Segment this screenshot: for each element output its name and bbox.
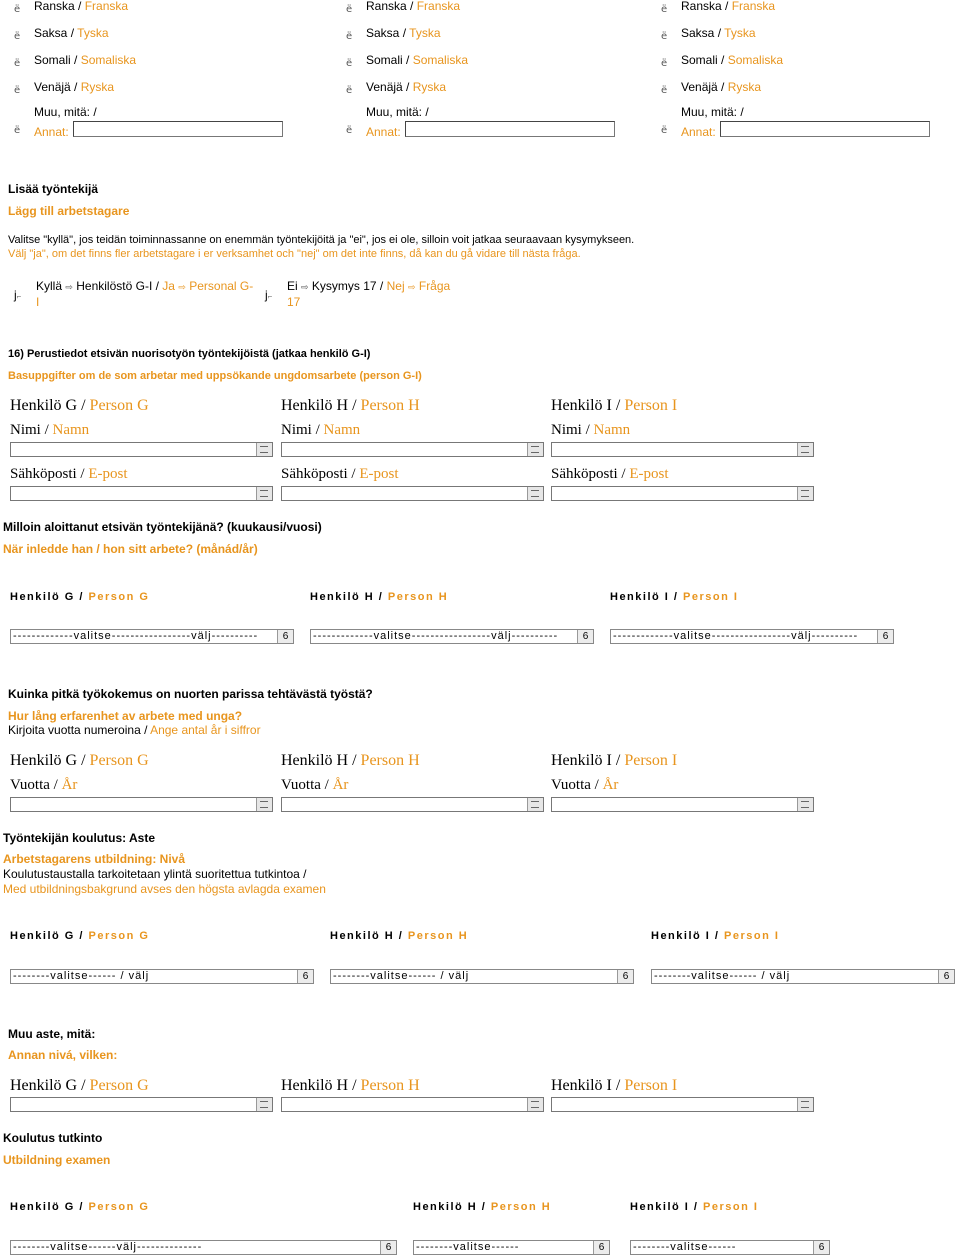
years-label-fi: Vuotta /	[281, 777, 329, 793]
language-option-label	[366, 0, 460, 13]
years-label	[551, 777, 618, 794]
radio-button[interactable]: ë	[14, 85, 21, 96]
dropdown-arrow-icon[interactable]: 6	[813, 1241, 829, 1254]
name-label-sv: Namn	[323, 422, 361, 438]
separator: /	[74, 0, 85, 13]
add-worker-instruction: Valitse "kyllä", jos teidän toiminnassanne on enemmän työntekijöitä ja "ei", jos ei ole, silloin voit jatkaa seuraavaan kysymykseen.	[8, 234, 635, 246]
person-heading-fi: Henkilö I /	[551, 752, 621, 769]
years-input[interactable]	[10, 797, 273, 812]
dropdown-value: --------valitse------	[416, 1241, 520, 1253]
email-label-fi: Sähköposti /	[281, 466, 356, 482]
radio-button[interactable]: ë	[346, 4, 353, 15]
email-label-sv: E-post	[88, 466, 128, 482]
language-name-sv: Franska	[84, 0, 129, 13]
radio-icon: j	[265, 288, 268, 302]
other-language-input[interactable]	[720, 121, 930, 137]
education-level-select[interactable]	[330, 969, 634, 984]
person-heading-fi: Henkilö H /	[310, 591, 384, 603]
language-name-sv: Franska	[416, 0, 461, 13]
person-heading-fi: Henkilö G /	[10, 1077, 86, 1094]
person-heading	[551, 752, 677, 770]
spinner-control[interactable]	[527, 798, 543, 811]
person-heading	[551, 397, 677, 415]
arrow-icon: ⇨	[301, 282, 309, 292]
person-heading	[10, 1201, 149, 1213]
person-heading	[10, 1077, 149, 1095]
education-level-select[interactable]	[651, 969, 955, 984]
radio-button[interactable]: ë	[661, 31, 668, 42]
no-radio[interactable]: j⌐	[265, 288, 273, 302]
spinner-control[interactable]	[797, 1098, 813, 1111]
dropdown-arrow-icon[interactable]: 6	[380, 1241, 396, 1254]
language-option-label	[34, 0, 128, 13]
email-label	[551, 466, 669, 483]
other-level-input[interactable]	[551, 1097, 814, 1112]
separator: /	[717, 80, 728, 94]
language-option-label	[366, 53, 468, 67]
email-input[interactable]	[551, 486, 814, 501]
name-label	[551, 422, 630, 439]
person-heading-fi: Henkilö H /	[281, 397, 357, 414]
name-label-fi: Nimi /	[281, 422, 320, 438]
email-label	[281, 466, 399, 483]
dropdown-value: --------valitse------ / välj	[333, 970, 470, 982]
person-heading-sv: Person I	[624, 1077, 678, 1094]
language-name-fi: Ranska	[366, 0, 407, 13]
dropdown-value: -------------valitse-----------------välj----------	[613, 630, 859, 642]
name-label-sv: Namn	[52, 422, 90, 438]
arrow-icon: ⇨	[65, 282, 73, 292]
other-level-input[interactable]	[10, 1097, 273, 1112]
radio-button[interactable]: ë	[14, 58, 21, 69]
email-label-sv: E-post	[629, 466, 669, 482]
separator: /	[67, 26, 78, 40]
person-heading-fi: Henkilö G /	[10, 752, 86, 769]
language-option-label	[681, 26, 756, 40]
other-language-input[interactable]	[73, 121, 283, 137]
separator: /	[717, 53, 728, 67]
person-heading	[281, 1077, 420, 1095]
language-option-label	[681, 53, 783, 67]
arrow-icon: ⇨	[407, 282, 416, 292]
person-heading-sv: Person I	[624, 752, 678, 769]
dropdown-value: -------------valitse-----------------välj----------	[313, 630, 559, 642]
other-level-title-sv: Annan nivá, vilken:	[8, 1048, 118, 1062]
name-label	[281, 422, 360, 439]
dropdown-value: --------valitse------ / välj	[13, 970, 150, 982]
spinner-control[interactable]	[797, 798, 813, 811]
q16-title-sv: Basuppgifter om de som arbetar med uppsökande ungdomsarbete (person G-I)	[8, 370, 422, 382]
person-heading-fi: Henkilö H /	[281, 1077, 357, 1094]
person-heading-fi: Henkilö G /	[10, 930, 84, 942]
language-name-fi: Venäjä	[34, 80, 71, 94]
language-name-sv: Somaliska	[727, 53, 784, 67]
language-name-fi: Venäjä	[366, 80, 403, 94]
years-input[interactable]	[281, 797, 544, 812]
person-heading-sv: Person G	[88, 1201, 150, 1213]
dropdown-arrow-icon[interactable]: 6	[577, 630, 593, 643]
person-heading-sv: Person H	[360, 1077, 420, 1094]
q16-title: 16) Perustiedot etsivän nuorisotyön työntekijöistä (jatkaa henkilö G-I)	[8, 348, 371, 360]
add-worker-title: Lisää työntekijä	[8, 182, 99, 196]
person-heading-fi: Henkilö H /	[330, 930, 404, 942]
language-name-sv: Ryska	[727, 80, 762, 94]
person-heading-fi: Henkilö H /	[413, 1201, 487, 1213]
person-heading	[610, 591, 738, 603]
email-label-fi: Sähköposti /	[10, 466, 85, 482]
language-option-label	[366, 80, 446, 94]
email-input[interactable]	[281, 486, 544, 501]
degree-select[interactable]	[413, 1240, 610, 1255]
other-language-input[interactable]	[405, 121, 615, 137]
start-date-select[interactable]	[310, 629, 594, 644]
start-title: Milloin aloittanut etsivän työntekijänä? (kuukausi/vuosi)	[3, 520, 322, 534]
person-heading-sv: Person I	[703, 1201, 759, 1213]
person-heading	[281, 752, 420, 770]
person-heading	[310, 591, 448, 603]
degree-title: Koulutus tutkinto	[3, 1131, 103, 1145]
language-name-fi: Saksa	[34, 26, 68, 40]
person-heading-sv: Person I	[683, 591, 739, 603]
years-label	[10, 777, 77, 794]
name-label	[10, 422, 89, 439]
other-language-label-sv: Annat:	[681, 125, 716, 139]
person-heading-fi: Henkilö G /	[10, 397, 86, 414]
radio-button[interactable]: ë	[661, 58, 668, 69]
name-label-sv: Namn	[593, 422, 631, 438]
spinner-control[interactable]	[527, 1098, 543, 1111]
person-heading-sv: Person H	[387, 591, 449, 603]
language-option-label	[34, 80, 114, 94]
radio-button[interactable]: ë	[14, 31, 21, 42]
degree-title-sv: Utbildning examen	[3, 1153, 111, 1167]
language-name-sv: Somaliska	[80, 53, 137, 67]
email-label	[10, 466, 128, 483]
dropdown-arrow-icon[interactable]: 6	[877, 630, 893, 643]
years-label-sv: År	[332, 777, 349, 793]
language-name-fi: Somali	[366, 53, 403, 67]
person-heading	[10, 397, 149, 415]
language-name-sv: Franska	[731, 0, 776, 13]
radio-icon: j	[14, 288, 17, 302]
spinner-control[interactable]	[256, 798, 272, 811]
education-hint-sv: Med utbildningsbakgrund avses den högsta avlagda examen	[3, 882, 326, 896]
email-label-fi: Sähköposti /	[551, 466, 626, 482]
separator: /	[399, 26, 410, 40]
add-worker-instruction-sv: Välj "ja", om det finns fler arbetstagare i er verksamhet och "nej" om det inte finns, då kan du gå vidare till nästa fråga.	[8, 248, 581, 260]
language-name-fi: Saksa	[681, 26, 715, 40]
years-label-fi: Vuotta /	[10, 777, 58, 793]
language-name-sv: Somaliska	[412, 53, 469, 67]
spinner-control[interactable]	[797, 443, 813, 456]
person-heading	[330, 930, 468, 942]
dropdown-arrow-icon[interactable]: 6	[593, 1241, 609, 1254]
person-heading-fi: Henkilö I /	[551, 397, 621, 414]
person-heading-fi: Henkilö G /	[10, 591, 84, 603]
start-date-select[interactable]	[610, 629, 894, 644]
radio-button[interactable]: ë	[661, 125, 668, 136]
spinner-control[interactable]	[256, 1098, 272, 1111]
language-name-fi: Somali	[34, 53, 71, 67]
language-name-fi: Somali	[681, 53, 718, 67]
radio-button[interactable]: ë	[661, 85, 668, 96]
experience-hint: Kirjoita vuotta numeroina / Ange antal år i siffror	[8, 723, 261, 737]
person-heading-sv: Person G	[89, 1077, 149, 1094]
radio-button[interactable]: ë	[346, 85, 353, 96]
language-name-sv: Tyska	[409, 26, 441, 40]
person-heading-sv: Person G	[89, 397, 149, 414]
person-heading-sv: Person H	[360, 752, 420, 769]
years-label	[281, 777, 348, 794]
dropdown-arrow-icon[interactable]: 6	[297, 970, 313, 983]
language-option-label	[34, 26, 109, 40]
person-heading-fi: Henkilö I /	[551, 1077, 621, 1094]
person-heading-sv: Person I	[724, 930, 780, 942]
person-heading	[630, 1201, 758, 1213]
spinner-control[interactable]	[256, 443, 272, 456]
experience-title-sv: Hur lång erfarenhet av arbete med unga?	[8, 709, 243, 723]
language-name-sv: Tyska	[724, 26, 756, 40]
name-label-fi: Nimi /	[551, 422, 590, 438]
other-language-label: Muu, mitä: /	[366, 105, 429, 119]
radio-button[interactable]: ë	[14, 125, 21, 136]
other-language-label: Muu, mitä: /	[681, 105, 744, 119]
education-hint: Koulutustaustalla tarkoitetaan ylintä suoritettua tutkintoa /	[3, 867, 307, 881]
person-heading-fi: Henkilö G /	[10, 1201, 84, 1213]
dropdown-value: --------valitse------välj--------------	[13, 1241, 203, 1253]
name-input[interactable]	[281, 442, 544, 457]
spinner-control[interactable]	[527, 443, 543, 456]
other-language-label: Muu, mitä: /	[34, 105, 97, 119]
person-heading	[551, 1077, 677, 1095]
dropdown-arrow-icon[interactable]: 6	[277, 630, 293, 643]
person-heading	[10, 752, 149, 770]
spinner-control[interactable]	[797, 487, 813, 500]
separator: /	[406, 0, 417, 13]
radio-button[interactable]: ë	[346, 125, 353, 136]
dropdown-value: -------------valitse-----------------välj----------	[13, 630, 259, 642]
person-heading	[10, 591, 149, 603]
person-heading-sv: Person G	[88, 591, 150, 603]
spinner-control[interactable]	[527, 487, 543, 500]
language-option-label	[681, 0, 775, 13]
start-date-select[interactable]	[10, 629, 294, 644]
radio-button[interactable]: ë	[661, 4, 668, 15]
person-heading-sv: Person G	[89, 752, 149, 769]
other-level-title: Muu aste, mitä:	[8, 1027, 96, 1041]
radio-button[interactable]: ë	[346, 58, 353, 69]
person-heading	[413, 1201, 551, 1213]
person-heading-sv: Person H	[407, 930, 469, 942]
separator: /	[70, 80, 81, 94]
person-heading	[281, 397, 420, 415]
years-input[interactable]	[551, 797, 814, 812]
name-label-fi: Nimi /	[10, 422, 49, 438]
language-option-label	[366, 26, 441, 40]
separator: /	[721, 0, 732, 13]
language-name-sv: Tyska	[77, 26, 109, 40]
years-label-sv: År	[602, 777, 619, 793]
arrow-icon: ⇨	[178, 282, 186, 292]
years-label-fi: Vuotta /	[551, 777, 599, 793]
person-heading-sv: Person H	[490, 1201, 552, 1213]
dropdown-value: --------valitse------	[633, 1241, 737, 1253]
language-name-fi: Ranska	[34, 0, 75, 13]
experience-title: Kuinka pitkä työkokemus on nuorten parissa tehtävästä työstä?	[8, 687, 373, 701]
radio-button[interactable]: ë	[346, 31, 353, 42]
education-title: Työntekijän koulutus: Aste	[3, 831, 156, 845]
degree-select[interactable]	[630, 1240, 830, 1255]
person-heading-fi: Henkilö I /	[651, 930, 720, 942]
no-option-label: Ei ⇨ Kysymys 17 / Nej ⇨ Fråga 17	[287, 279, 451, 309]
years-label-sv: År	[61, 777, 78, 793]
dropdown-arrow-icon[interactable]: 6	[617, 970, 633, 983]
person-heading-fi: Henkilö H /	[281, 752, 357, 769]
dropdown-arrow-icon[interactable]: 6	[938, 970, 954, 983]
person-heading-fi: Henkilö I /	[610, 591, 679, 603]
other-level-input[interactable]	[281, 1097, 544, 1112]
email-label-sv: E-post	[359, 466, 399, 482]
language-name-fi: Saksa	[366, 26, 400, 40]
start-title-sv: När inledde han / hon sitt arbete? (månád/år)	[3, 542, 258, 556]
other-language-label-sv: Annat:	[366, 125, 401, 139]
yes-radio[interactable]: j⌐	[14, 288, 22, 302]
name-input[interactable]	[10, 442, 273, 457]
other-language-label-sv: Annat:	[34, 125, 69, 139]
person-heading	[10, 930, 149, 942]
dropdown-value: --------valitse------ / välj	[654, 970, 791, 982]
degree-select[interactable]	[10, 1240, 397, 1255]
separator: /	[714, 26, 725, 40]
language-name-fi: Venäjä	[681, 80, 718, 94]
language-name-sv: Ryska	[412, 80, 447, 94]
language-option-label	[681, 80, 761, 94]
add-worker-title-sv: Lägg till arbetstagare	[8, 204, 130, 218]
person-heading-sv: Person I	[624, 397, 678, 414]
separator: /	[402, 80, 413, 94]
language-name-fi: Ranska	[681, 0, 722, 13]
separator: /	[402, 53, 413, 67]
person-heading-sv: Person H	[360, 397, 420, 414]
yes-option-label: Kyllä ⇨ Henkilöstö G-I / Ja ⇨ Personal G- I	[36, 279, 254, 309]
name-input[interactable]	[551, 442, 814, 457]
education-title-sv: Arbetstagarens utbildning: Nivå	[3, 852, 186, 866]
language-name-sv: Ryska	[80, 80, 115, 94]
person-heading-fi: Henkilö I /	[630, 1201, 699, 1213]
email-input[interactable]	[10, 486, 273, 501]
person-heading-sv: Person G	[88, 930, 150, 942]
spinner-control[interactable]	[256, 487, 272, 500]
separator: /	[70, 53, 81, 67]
radio-button[interactable]: ë	[14, 4, 21, 15]
language-option-label	[34, 53, 136, 67]
education-level-select[interactable]	[10, 969, 314, 984]
person-heading	[651, 930, 779, 942]
